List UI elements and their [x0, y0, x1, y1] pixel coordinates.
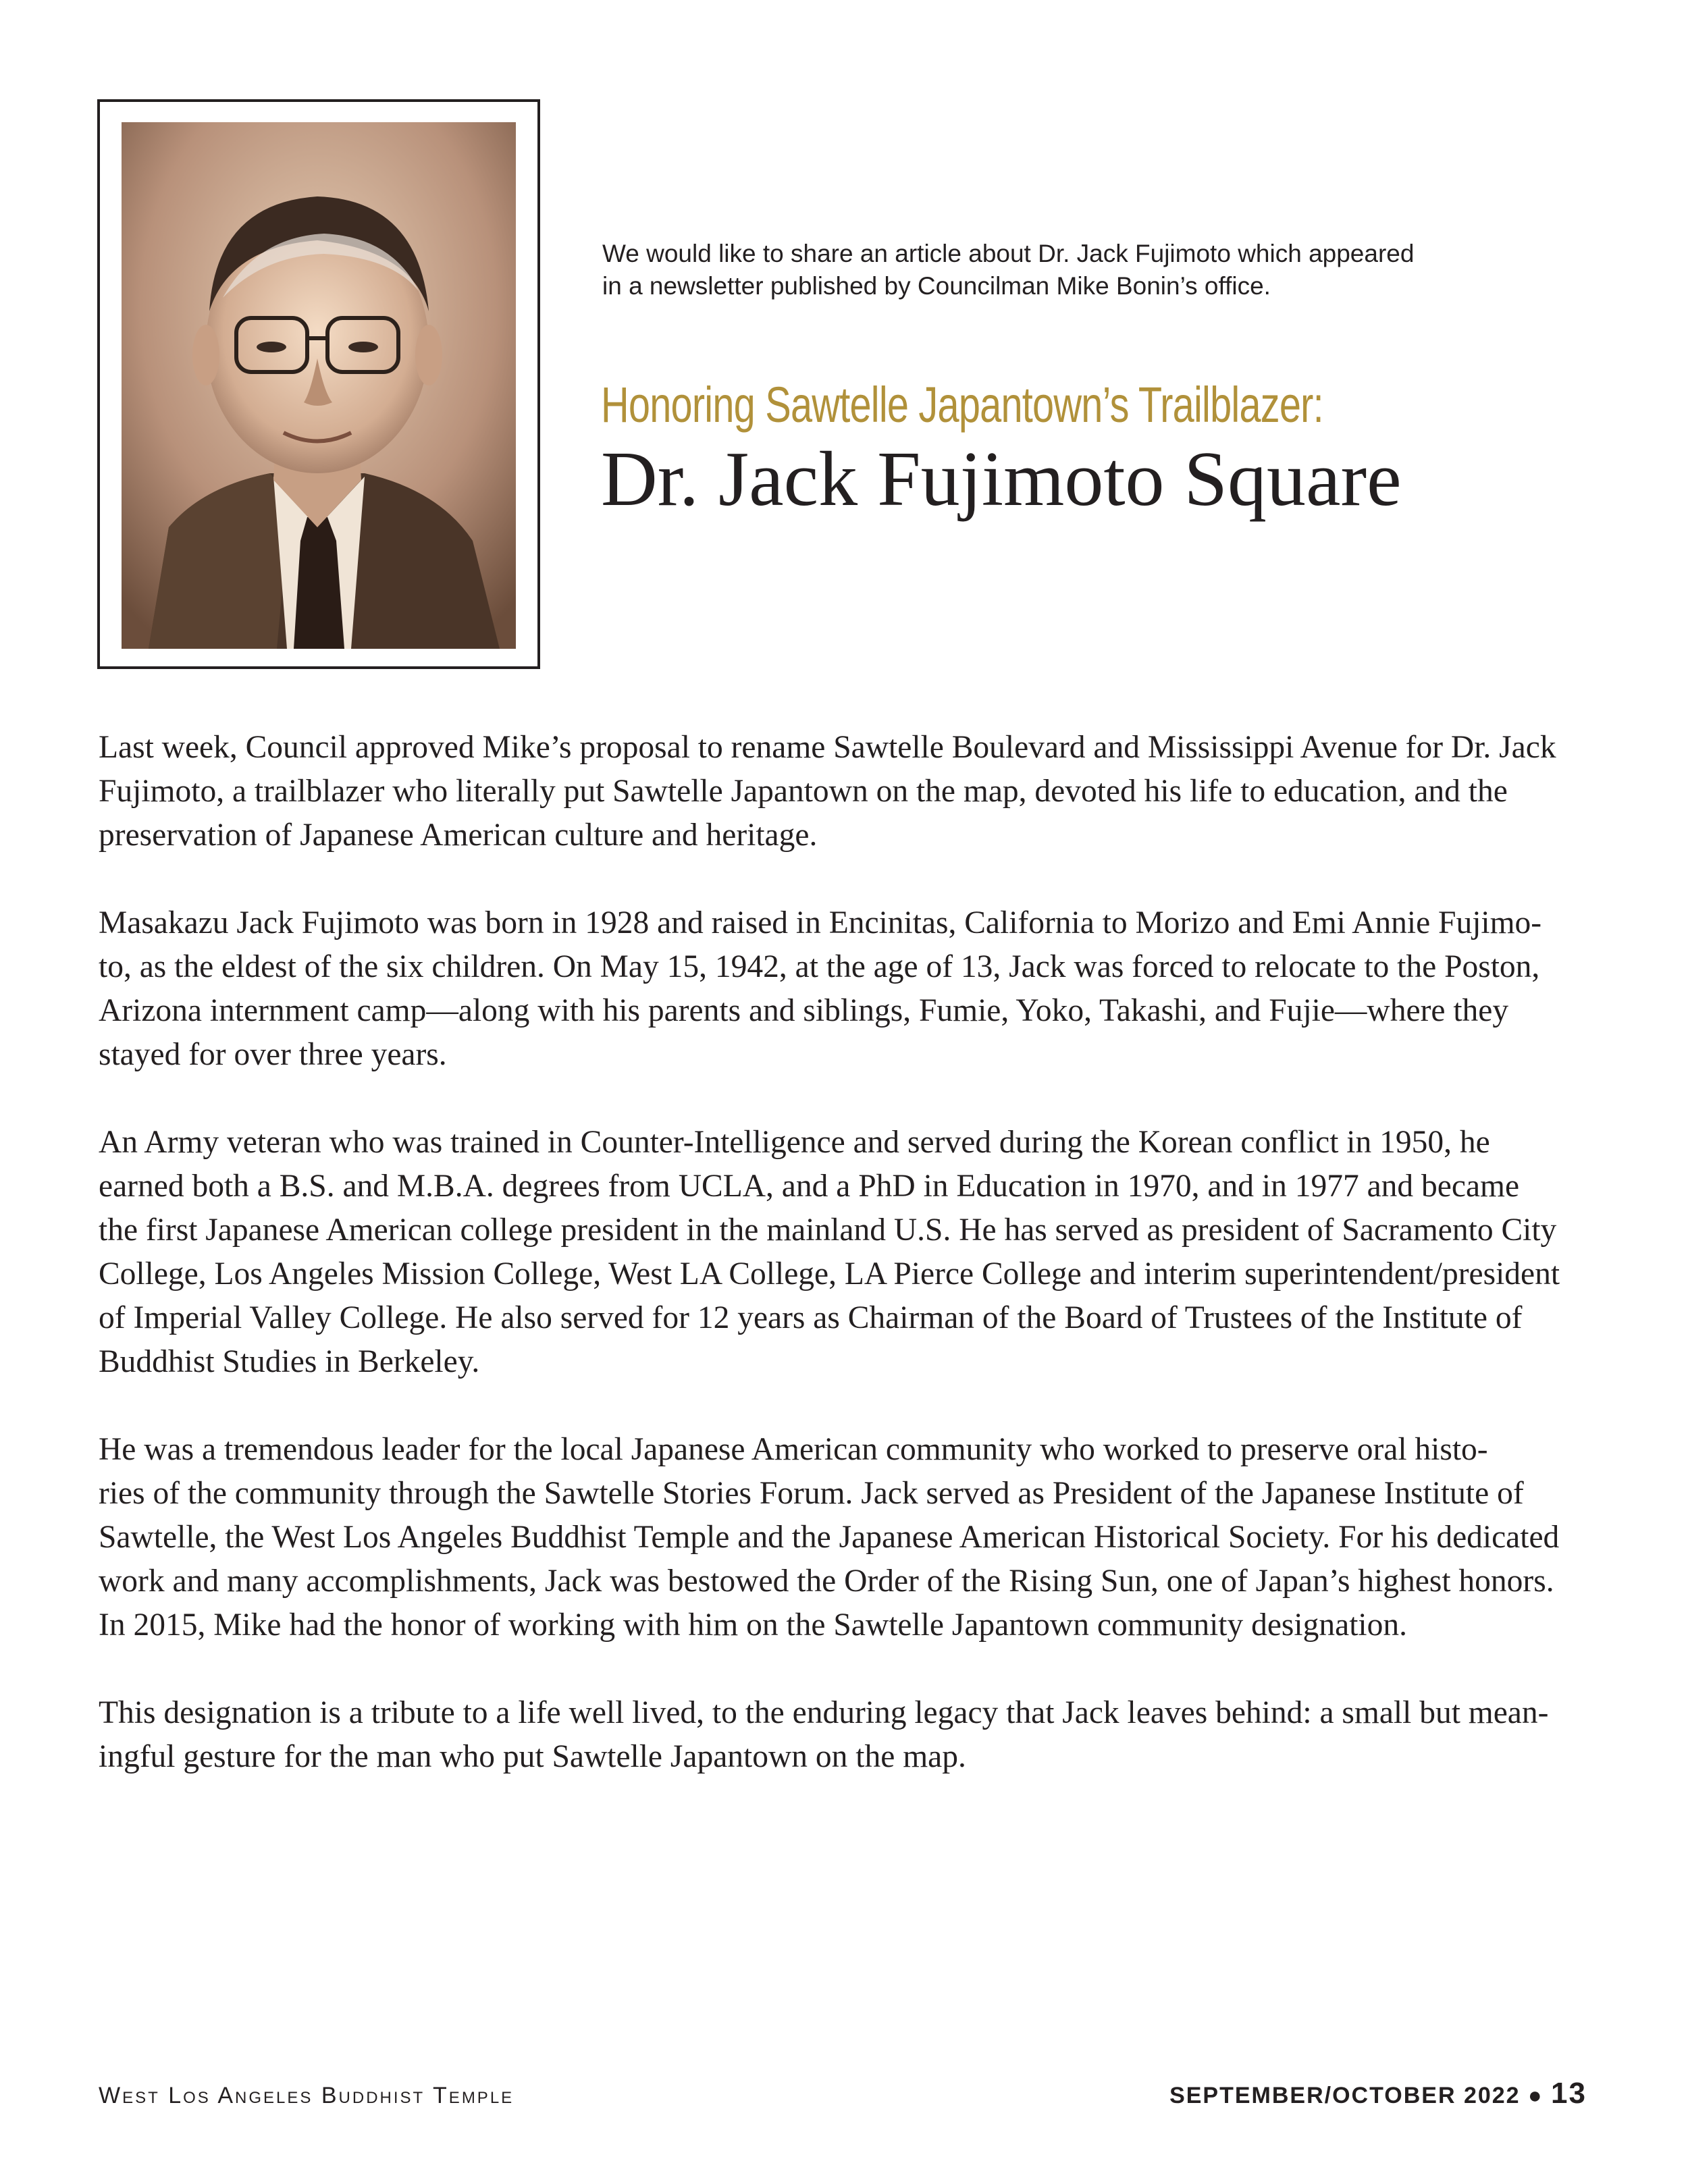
paragraph-5 — [99, 1691, 1598, 1779]
intro-line-2: in a newsletter published by Councilman Mike Bonin’s office. — [602, 272, 1271, 300]
text-line: Buddhist Studies in Berkeley. — [99, 1344, 480, 1379]
footer-issue — [1169, 2077, 1587, 2112]
portrait-frame — [97, 99, 540, 669]
page-number: 13 — [1551, 2077, 1587, 2110]
text-line: This designation is a tribute to a life well lived, to the enduring legacy that Jack leaves behind: a small but mean- — [99, 1695, 1549, 1730]
portrait-photo — [122, 122, 516, 649]
text-line: of Imperial Valley College. He also served for 12 years as Chairman of the Board of Trustees of the Institute of — [99, 1300, 1523, 1335]
issue-date: SEPTEMBER/OCTOBER 2022 — [1169, 2083, 1521, 2108]
text-line: work and many accomplishments, Jack was bestowed the Order of the Rising Sun, one of Japan’s highest honors. — [99, 1564, 1554, 1599]
portrait-illustration — [122, 122, 516, 649]
paragraph-1 — [99, 726, 1598, 857]
bullet-separator: ● — [1528, 2083, 1544, 2108]
text-line: Arizona internment camp—along with his parents and siblings, Fumie, Yoko, Takashi, and Fujie—where they — [99, 993, 1509, 1028]
text-line: In 2015, Mike had the honor of working with him on the Sawtelle Japantown community designation. — [99, 1607, 1407, 1643]
paragraph-4 — [99, 1428, 1598, 1647]
text-line: An Army veteran who was trained in Counter-Intelligence and served during the Korean conflict in 1950, he — [99, 1125, 1490, 1160]
text-line: Masakazu Jack Fujimoto was born in 1928 and raised in Encinitas, California to Morizo and Emi Annie Fujimo- — [99, 905, 1542, 940]
footer-publication: West Los Angeles Buddhist Temple — [99, 2083, 515, 2108]
text-line: Sawtelle, the West Los Angeles Buddhist Temple and the Japanese American Historical Society. For his dedicated — [99, 1520, 1560, 1555]
paragraph-2 — [99, 901, 1598, 1077]
text-line: ries of the community through the Sawtelle Stories Forum. Jack served as President of the Japanese Institute of — [99, 1476, 1524, 1511]
article-headline: Dr. Jack Fujimoto Square — [601, 436, 1402, 523]
article-body — [99, 726, 1598, 1823]
text-line: Fujimoto, a trailblazer who literally put Sawtelle Japantown on the map, devoted his life to education, and the — [99, 774, 1508, 809]
article-kicker: Honoring Sawtelle Japantown’s Trailblazer: — [601, 377, 1323, 433]
text-line: ingful gesture for the man who put Sawtelle Japantown on the map. — [99, 1739, 966, 1774]
paragraph-3 — [99, 1121, 1598, 1384]
text-line: College, Los Angeles Mission College, West LA College, LA Pierce College and interim superintendent/president — [99, 1256, 1560, 1291]
text-line: the first Japanese American college president in the mainland U.S. He has served as president of Sacramento City — [99, 1213, 1557, 1248]
text-line: preservation of Japanese American culture and heritage. — [99, 818, 818, 853]
text-line: stayed for over three years. — [99, 1037, 447, 1072]
text-line: He was a tremendous leader for the local Japanese American community who worked to preserve oral histo- — [99, 1432, 1488, 1467]
text-line: earned both a B.S. and M.B.A. degrees from UCLA, and a PhD in Education in 1970, and in 1977 and became — [99, 1169, 1520, 1204]
text-line: Last week, Council approved Mike’s proposal to rename Sawtelle Boulevard and Mississippi Avenue for Dr. Jack — [99, 730, 1556, 765]
intro-line-1: We would like to share an article about Dr. Jack Fujimoto which appeared — [602, 240, 1415, 267]
text-line: to, as the eldest of the six children. On May 15, 1942, at the age of 13, Jack was forced to relocate to the Poston, — [99, 949, 1540, 984]
intro-note — [602, 238, 1548, 302]
